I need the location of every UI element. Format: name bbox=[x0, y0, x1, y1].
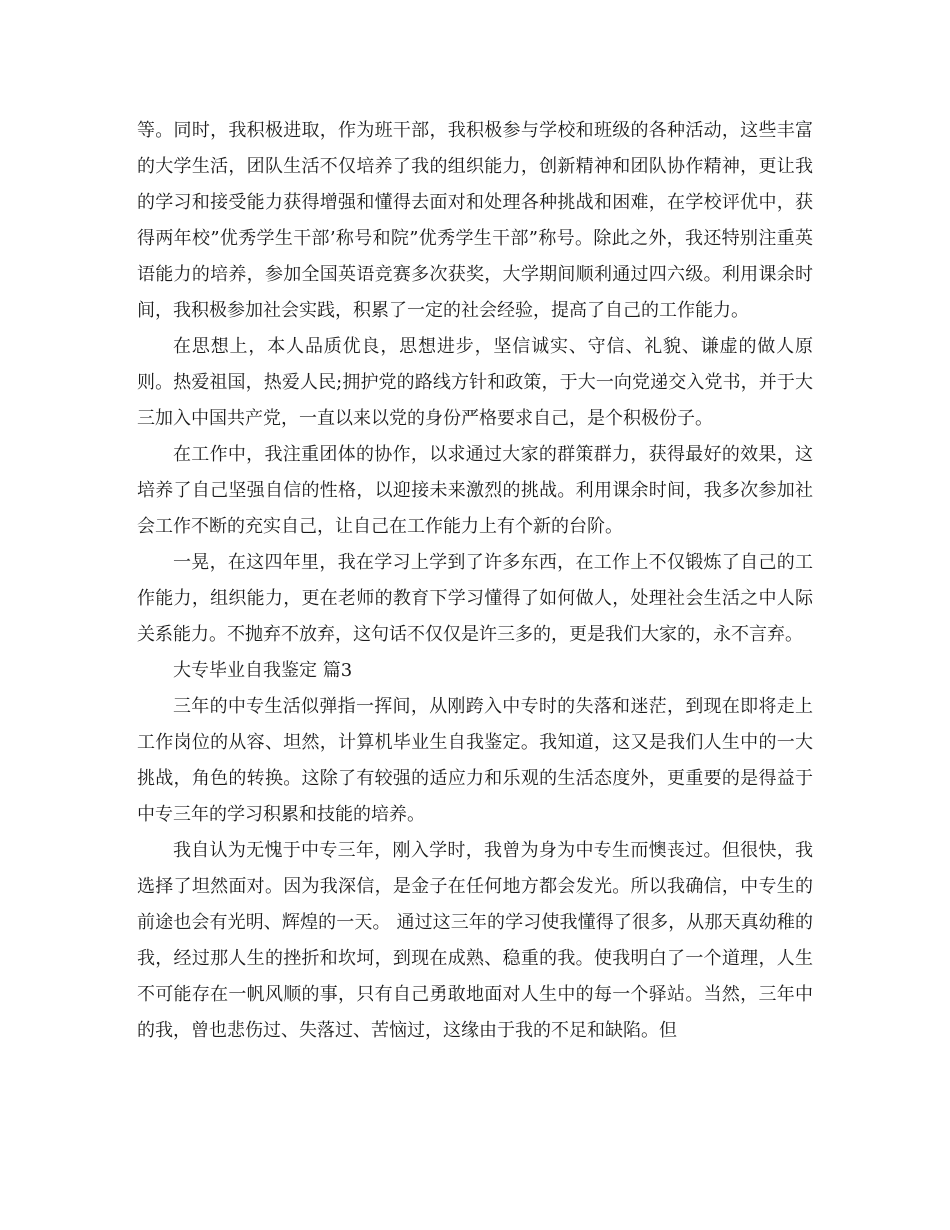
paragraph-three-years: 三年的中专生活似弹指一挥间，从刚跨入中专时的失落和迷茫，到现在即将走上工作岗位的从容、坦然，计算机毕业生自我鉴定。我知道，这又是我们人生中的一大挑战，角色的转换。这除了有较强的适应力和乐观的生活态度外，更重要的是得益于中专三年的学习积累和技能的培养。 bbox=[137, 696, 813, 825]
paragraph-continuation: 等。同时，我积极进取，作为班干部，我积极参与学校和班级的各种活动，这些丰富的大学生活，团队生活不仅培养了我的组织能力，创新精神和团队协作精神，更让我的学习和接受能力获得增强和懂得去面对和处理各种挑战和困难，在学校评优中，获得两年校”优秀学生干部’称号和院”优秀学生干部”称号。除此之外，我还特别注重英语能力的培养，参加全国英语竞赛多次获奖，大学期间顺利通过四六级。利用课余时间，我积极参加社会实践，积累了一定的社会经验，提高了自己的工作能力。 bbox=[137, 120, 813, 321]
paragraph-thought: 在思想上，本人品质优良，思想进步，坚信诚实、守信、礼貌、谦虚的做人原则。热爱祖国，热爱人民;拥护党的路线方针和政策，于大一向党递交入党书，并于大三加入中国共产党，一直以来以党的身份严格要求自己，是个积极份子。 bbox=[137, 336, 813, 429]
section-heading: 大专毕业自我鉴定 篇3 bbox=[173, 660, 353, 681]
document-body bbox=[137, 113, 813, 1049]
paragraph-self-assessment: 我自认为无愧于中专三年，刚入学时，我曾为身为中专生而懊丧过。但很快，我选择了坦然面对。因为我深信，是金子在任何地方都会发光。所以我确信，中专生的前途也会有光明、辉煌的一天。 通过这三年的学习使我懂得了很多，从那天真幼稚的我，经过那人生的挫折和坎坷，到现在成熟、稳重的我。使我明白了一个道理，人生不可能存在一帆风顺的事，只有自己勇敢地面对人生中的每一个驿站。当然，三年中的我，曾也悲伤过、失落过、苦恼过，这缘由于我的不足和缺陷。但 bbox=[137, 840, 813, 1041]
paragraph-four-years: 一晃，在这四年里，我在学习上学到了许多东西，在工作上不仅锻炼了自己的工作能力，组织能力，更在老师的教育下学习懂得了如何做人，处理社会生活之中人际关系能力。不抛弃不放弃，这句话不仅仅是许三多的，更是我们大家的，永不言弃。 bbox=[137, 552, 813, 645]
paragraph-work: 在工作中，我注重团体的协作，以求通过大家的群策群力，获得最好的效果，这培养了自己坚强自信的性格，以迎接未来激烈的挑战。利用课余时间，我多次参加社会工作不断的充实自己，让自己在工作能力上有个新的台阶。 bbox=[137, 444, 813, 537]
